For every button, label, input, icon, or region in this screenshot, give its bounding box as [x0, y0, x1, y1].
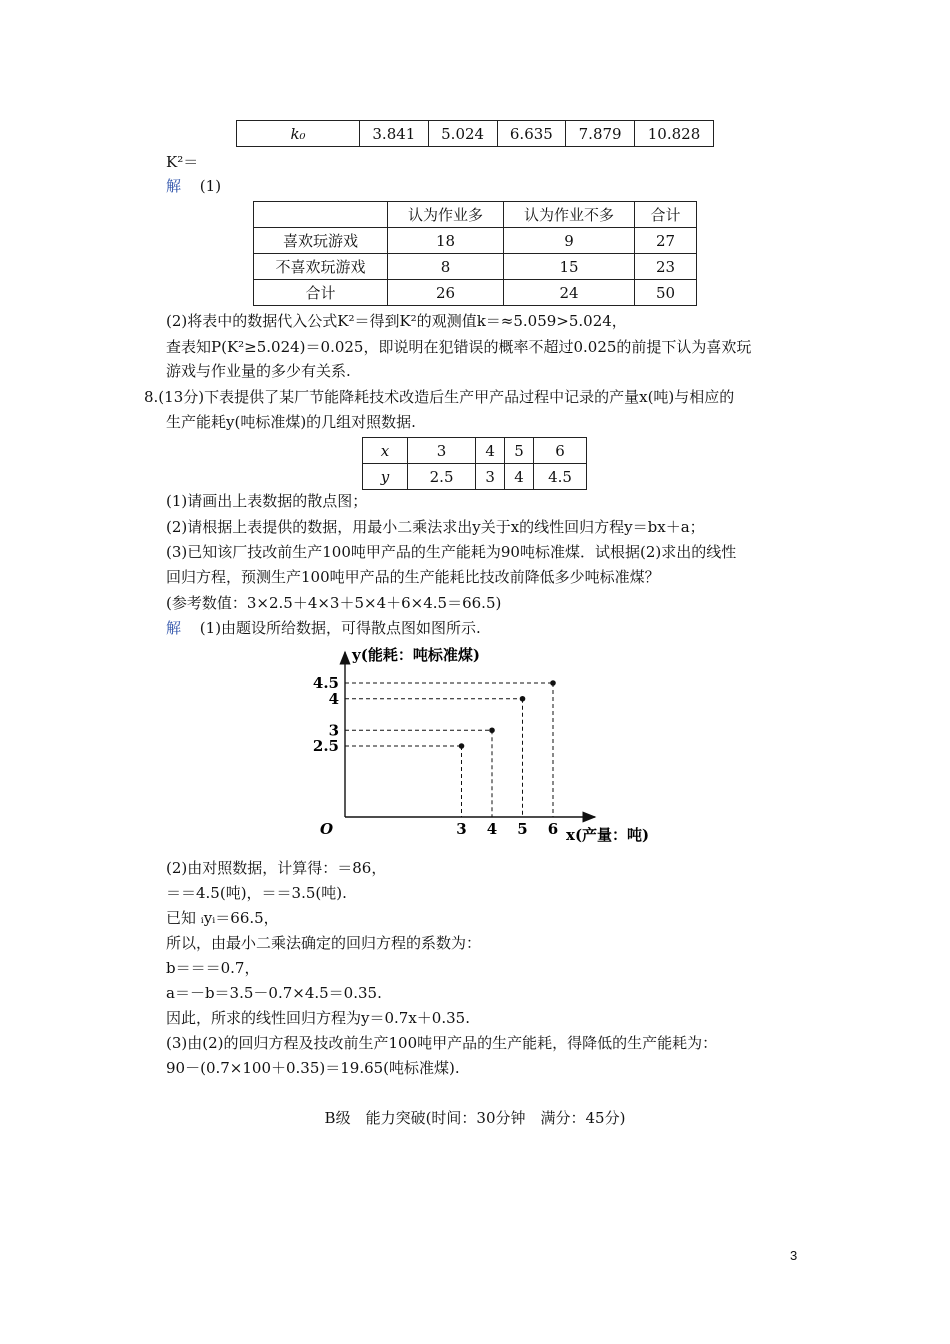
x-tick-label: 6 [547, 820, 559, 838]
solution-marker: 解 [166, 177, 182, 195]
data-point [520, 696, 526, 702]
table-header-cell [254, 202, 388, 228]
k0-table [236, 120, 714, 147]
problem-8-line-1: 8.(13分)下表提供了某厂节能降耗技术改造后生产甲产品过程中记录的产量x(吨)与相应的 [144, 388, 735, 406]
table-cell: 15 [504, 254, 635, 280]
question-3-line-2: 回归方程，预测生产100吨甲产品的生产能耗比技改前降低多少吨标准煤？ [166, 568, 660, 586]
k2-formula-line: K²＝ [166, 153, 199, 171]
table-row [254, 202, 697, 228]
origin-label: O [320, 820, 334, 838]
y-tick-label: 4.5 [312, 674, 339, 692]
data-point [489, 727, 495, 733]
table-row [237, 121, 714, 147]
solution-1-heading [166, 176, 221, 196]
table-cell: 10.828 [635, 121, 714, 147]
table-row [363, 464, 587, 490]
xy-data-table [362, 437, 587, 490]
section-b-heading: B级 能力突破(时间：30分钟 满分：45分) [324, 1109, 626, 1127]
solution-2-line: ＝＝4.5(吨)，＝＝3.5(吨). [166, 884, 347, 902]
solution-2-line: 因此，所求的线性回归方程为y＝0.7x＋0.35. [166, 1009, 470, 1027]
table-cell: 合计 [254, 280, 388, 306]
data-point [459, 743, 465, 749]
table-row [254, 228, 697, 254]
table-cell: 4 [505, 464, 534, 490]
x-label: x [363, 438, 408, 464]
question-1: (1)请画出上表数据的散点图； [166, 492, 368, 510]
y-tick-label: 4 [328, 689, 339, 708]
x-axis-label: x(产量：吨) [566, 826, 650, 844]
question-2: (2)请根据上表提供的数据，用最小二乘法求出y关于x的线性回归方程y＝bx＋a； [166, 518, 705, 536]
table-cell: 5.024 [428, 121, 497, 147]
table-cell: 不喜欢玩游戏 [254, 254, 388, 280]
table-cell: 3 [408, 438, 476, 464]
y-label: y [363, 464, 408, 490]
solution-2-line: 所以，由最小二乘法确定的回归方程的系数为： [166, 934, 482, 952]
question-3-line-1: (3)已知该厂技改前生产100吨甲产品的生产能耗为90吨标准煤．试根据(2)求出的线性 [166, 543, 737, 561]
solution-marker: 解 [166, 619, 182, 637]
k0-label: k₀ [237, 121, 360, 147]
solution-2-text: (1)由题设所给数据，可得散点图如图所示. [199, 619, 481, 637]
table-cell: 23 [635, 254, 697, 280]
table-cell: 2.5 [408, 464, 476, 490]
table-cell: 7.879 [566, 121, 635, 147]
table-header-cell: 认为作业多 [388, 202, 504, 228]
table-cell: 26 [388, 280, 504, 306]
table-cell: 6 [534, 438, 587, 464]
x-tick-label: 5 [517, 820, 528, 838]
table-cell: 3 [476, 464, 505, 490]
table-row [254, 254, 697, 280]
solution-2-heading [166, 618, 481, 638]
solution-2-line: (2)由对照数据，计算得：＝86， [166, 859, 387, 877]
x-tick-label: 4 [486, 820, 498, 838]
solution-1-part-2-line-1: (2)将表中的数据代入公式K²＝得到K²的观测值k＝≈5.059>5.024， [166, 312, 627, 330]
y-tick-label: 2.5 [312, 737, 339, 755]
x-tick-label: 3 [456, 820, 467, 838]
table-cell: 4 [476, 438, 505, 464]
table-cell: 24 [504, 280, 635, 306]
solution-2-line: b＝＝＝0.7， [166, 959, 260, 977]
data-point [550, 680, 556, 686]
solution-2-line: 已知 ᵢyᵢ＝66.5， [166, 909, 279, 927]
scatter-plot [300, 640, 680, 850]
table-cell: 5 [505, 438, 534, 464]
problem-8-line-2: 生产能耗y(吨标准煤)的几组对照数据. [166, 413, 416, 431]
solution-1-part-2-line-2: 查表知P(K²≥5.024)＝0.025，即说明在犯错误的概率不超过0.025的前提下认为喜欢玩 [166, 338, 752, 356]
y-axis-label: y(能耗：吨标准煤) [352, 646, 480, 664]
table-cell: 50 [635, 280, 697, 306]
table-cell: 8 [388, 254, 504, 280]
solution-1-part-2-line-3: 游戏与作业量的多少有关系. [166, 362, 351, 380]
solution-part-number: (1) [199, 177, 222, 195]
page-number: 3 [790, 1248, 798, 1263]
table-header-cell: 认为作业不多 [504, 202, 635, 228]
table-header-cell: 合计 [635, 202, 697, 228]
table-cell: 9 [504, 228, 635, 254]
table-row [363, 438, 587, 464]
table-cell: 4.5 [534, 464, 587, 490]
table-cell: 喜欢玩游戏 [254, 228, 388, 254]
table-cell: 18 [388, 228, 504, 254]
reference-values: (参考数值：3×2.5＋4×3＋5×4＋6×4.5＝66.5) [166, 594, 502, 612]
table-cell: 27 [635, 228, 697, 254]
y-tick-label: 3 [328, 721, 339, 740]
table-row [254, 280, 697, 306]
table-cell: 3.841 [360, 121, 429, 147]
solution-2-line: 90－(0.7×100＋0.35)＝19.65(吨标准煤). [166, 1059, 460, 1077]
solution-2-line: a＝－b＝3.5－0.7×4.5＝0.35. [166, 984, 382, 1002]
contingency-table [253, 201, 697, 306]
solution-2-line: (3)由(2)的回归方程及技改前生产100吨甲产品的生产能耗，得降低的生产能耗为： [166, 1034, 718, 1052]
table-cell: 6.635 [497, 121, 566, 147]
